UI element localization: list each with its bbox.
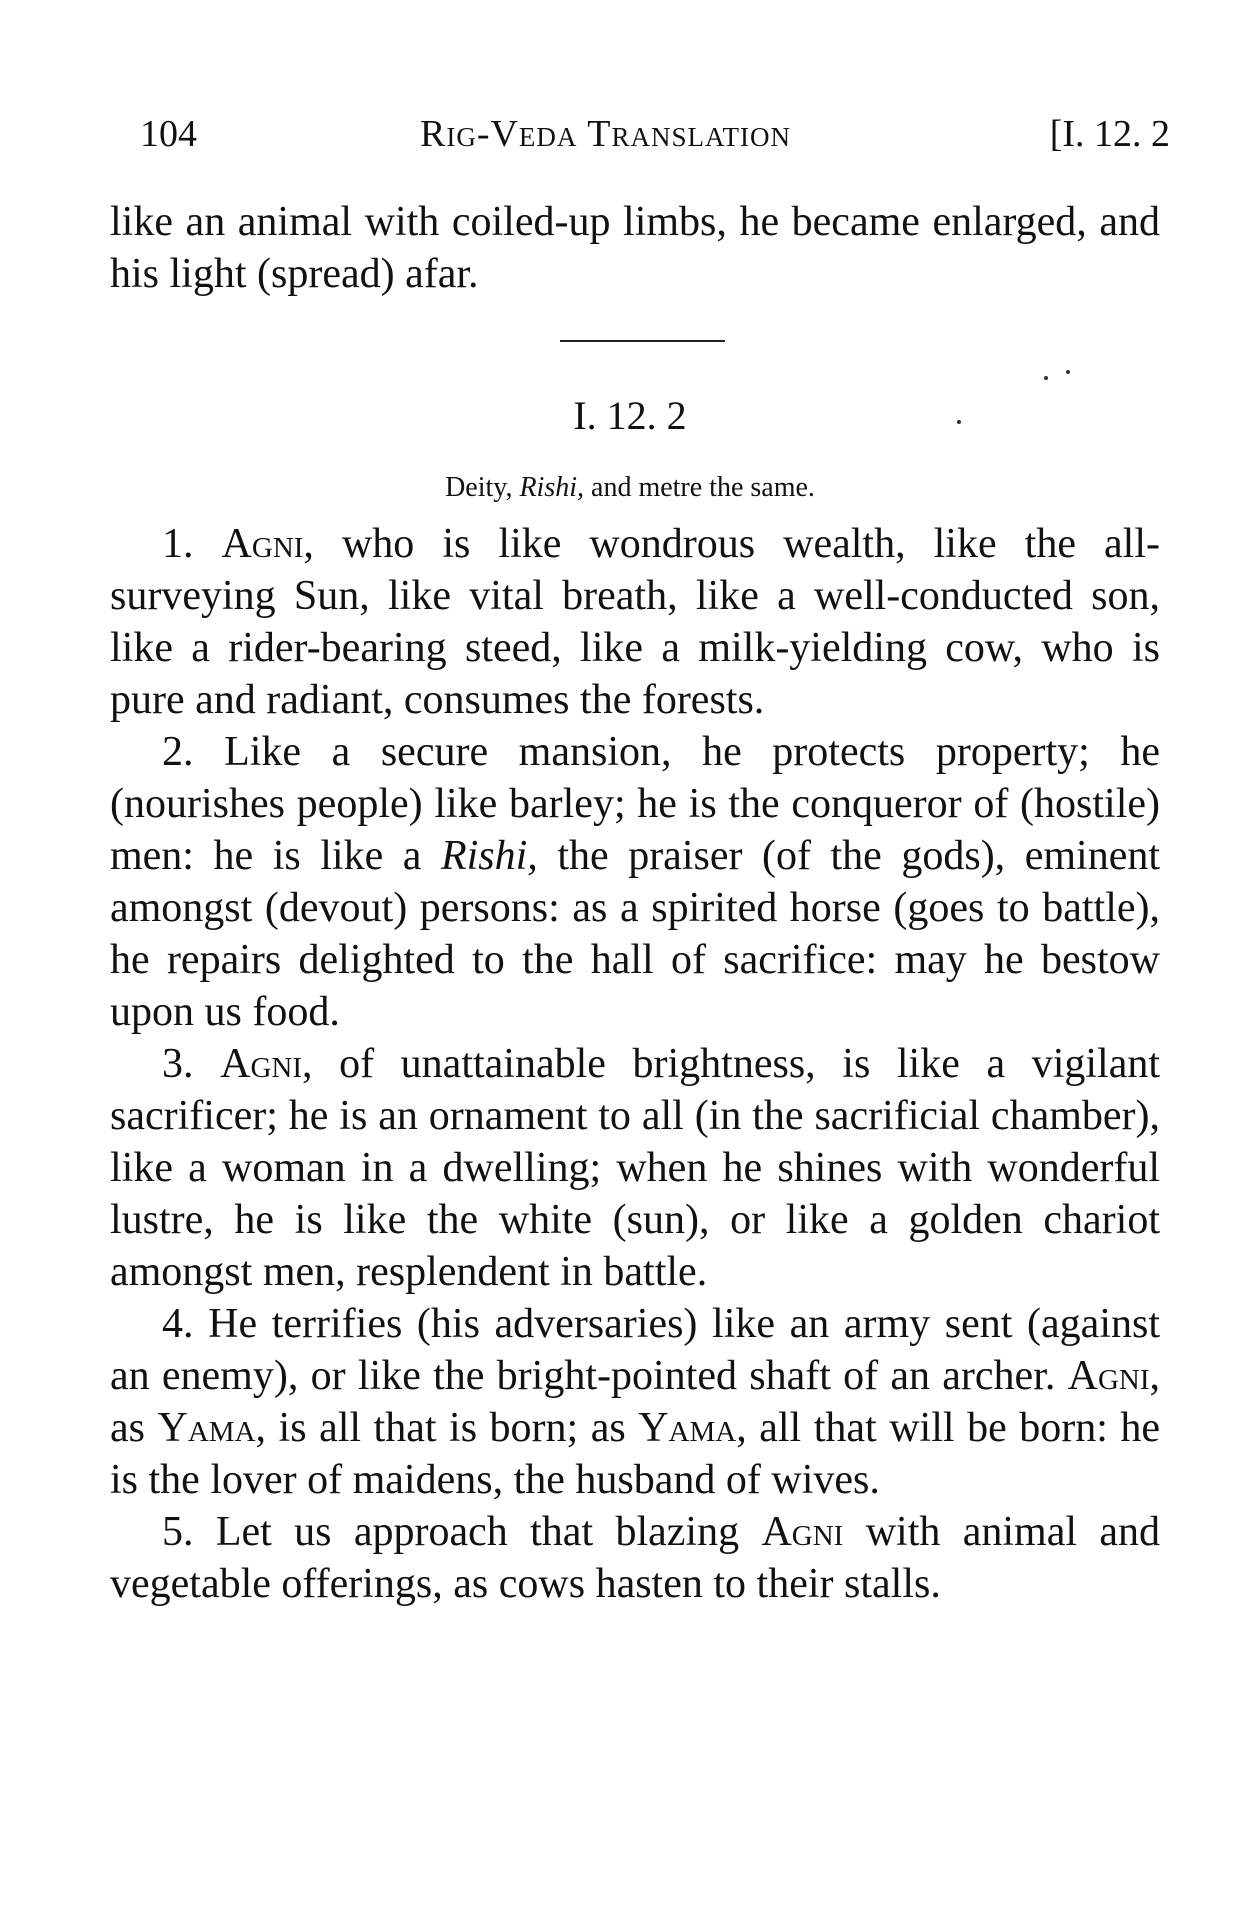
print-speck — [1066, 370, 1070, 374]
page-number: 104 — [140, 113, 197, 155]
verse-number: 2. — [162, 729, 194, 775]
verse-name: Agni, — [220, 1041, 313, 1087]
verse-5 — [110, 1506, 1160, 1610]
verse-name: Yama, — [157, 1405, 267, 1451]
note-suffix: and metre the same. — [591, 472, 815, 503]
verse-name: Agni — [761, 1509, 844, 1555]
verse-number: 4. — [162, 1301, 194, 1347]
section-heading: I. 12. 2 — [573, 393, 687, 438]
continuation-paragraph: like an animal with coiled-up limbs, he became enlarged, and his light (spread) afar. — [110, 199, 1160, 297]
running-title: Rig-Veda Translation — [420, 113, 791, 155]
verse-name: Yama, — [638, 1405, 747, 1451]
verse-list — [110, 518, 1160, 1610]
section-note — [0, 472, 1260, 504]
verse-2 — [110, 726, 1160, 1038]
verse-text: as — [110, 1405, 145, 1451]
verse-name: Agni, — [221, 521, 314, 567]
verse-3 — [110, 1038, 1160, 1298]
verse-number: 3. — [162, 1041, 194, 1087]
verse-number: 5. — [162, 1509, 194, 1555]
verse-text: the praiser (of the gods), eminent amongst (devout) persons: as a spirited horse (goes to battle), he repairs delighted to the hall of sacrifice: may he bestow upon us food. — [110, 833, 1161, 1035]
verse-text: all that will be born: he is the lover of maidens, the husband of wives. — [110, 1405, 1161, 1503]
print-speck — [1044, 376, 1048, 380]
verse-text: is all that is born; as — [278, 1405, 626, 1451]
verse-1 — [110, 518, 1160, 726]
verse-text: Like a secure mansion, he protects property; he (nourishes people) like barley; he is the conqueror of (hostile) men: he is like a — [110, 729, 1160, 879]
verse-text: of unattainable brightness, is like a vigilant sacrificer; he is an ornament to all (in the sacrificial chamber), like a woman in a dwelling; when he shines with wonderful lustre, he is like the white (sun), or like a golden chariot amongst men, resplendent in battle. — [110, 1041, 1161, 1295]
verse-number: 1. — [162, 521, 194, 567]
note-rishi: Rishi, — [519, 472, 585, 503]
verse-name: Agni, — [1067, 1353, 1160, 1399]
verse-text: He terrifies (his adversaries) like an army sent (against an enemy), or like the bright-pointed shaft of an archer. — [110, 1301, 1161, 1399]
verse-italic: Rishi, — [440, 833, 538, 879]
verse-text: Let us approach that blazing — [215, 1509, 740, 1555]
section-divider — [560, 340, 725, 342]
note-prefix: Deity, — [445, 472, 513, 503]
verse-text: with animal and vegetable offerings, as cows hasten to their stalls. — [110, 1509, 1161, 1607]
print-speck — [957, 420, 961, 424]
running-reference: [I. 12. 2 — [1049, 113, 1170, 155]
verse-4 — [110, 1298, 1160, 1506]
verse-text: who is like wondrous wealth, like the all-surveying Sun, like vital breath, like a well-conducted son, like a rider-bearing steed, like a milk-yielding cow, who is pure and radiant, consumes the forests. — [110, 521, 1160, 723]
running-header — [140, 112, 1170, 172]
